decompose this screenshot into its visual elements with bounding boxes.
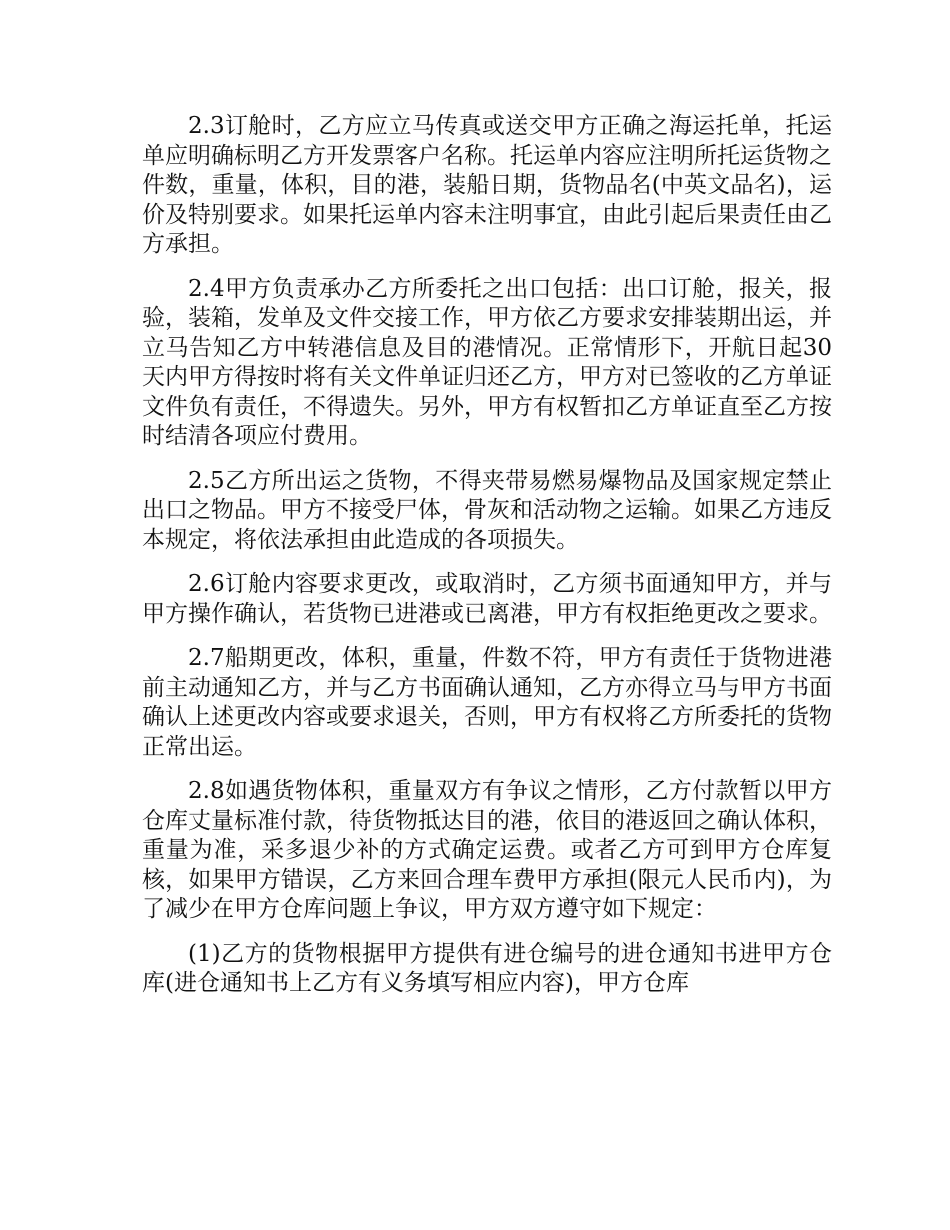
clause-2-8-item-1: (1)乙方的货物根据甲方提供有进仓编号的进仓通知书进甲方仓库(进仓通知书上乙方有义务填写相应内容)，甲方仓库	[142, 940, 832, 996]
clause-2-4: 2.4甲方负责承办乙方所委托之出口包括：出口订舱，报关，报验，装箱，发单及文件交接工作，甲方依乙方要求安排装期出运，并立马告知乙方中转港信息及目的港情况。正常情形下，开航日起30天内甲方得按时将有关文件单证归还乙方，甲方对已签收的乙方单证文件负有责任，不得遗失。另外，甲方有权暂扣乙方单证直至乙方按时结清各项应付费用。	[142, 275, 832, 449]
clause-2-8: 2.8如遇货物体积，重量双方有争议之情形，乙方付款暂以甲方仓库丈量标准付款，待货物抵达目的港，依目的港返回之确认体积，重量为准，采多退少补的方式确定运费。或者乙方可到甲方仓库复核，如果甲方错误，乙方来回合理车费甲方承担(限元人民币内)，为了减少在甲方仓库问题上争议，甲方双方遵守如下规定：	[142, 778, 832, 922]
document-body	[142, 112, 832, 1014]
clause-2-3: 2.3订舱时，乙方应立马传真或送交甲方正确之海运托单，托运单应明确标明乙方开发票客户名称。托运单内容应注明所托运货物之件数，重量，体积，目的港，装船日期，货物品名(中英文品名)，运价及特别要求。如果托运单内容未注明事宜，由此引起后果责任由乙方承担。	[142, 113, 832, 257]
clause-2-5: 2.5乙方所出运之货物，不得夹带易燃易爆物品及国家规定禁止出口之物品。甲方不接受尸体，骨灰和活动物之运输。如果乙方违反本规定，将依法承担由此造成的各项损失。	[142, 467, 832, 553]
clause-2-7: 2.7船期更改，体积，重量，件数不符，甲方有责任于货物进港前主动通知乙方，并与乙方书面确认通知，乙方亦得立马与甲方书面确认上述更改内容或要求退关，否则，甲方有权将乙方所委托的货物正常出运。	[142, 645, 832, 760]
clause-2-6: 2.6订舱内容要求更改，或取消时，乙方须书面通知甲方，并与甲方操作确认，若货物已进港或已离港，甲方有权拒绝更改之要求。	[142, 571, 832, 627]
